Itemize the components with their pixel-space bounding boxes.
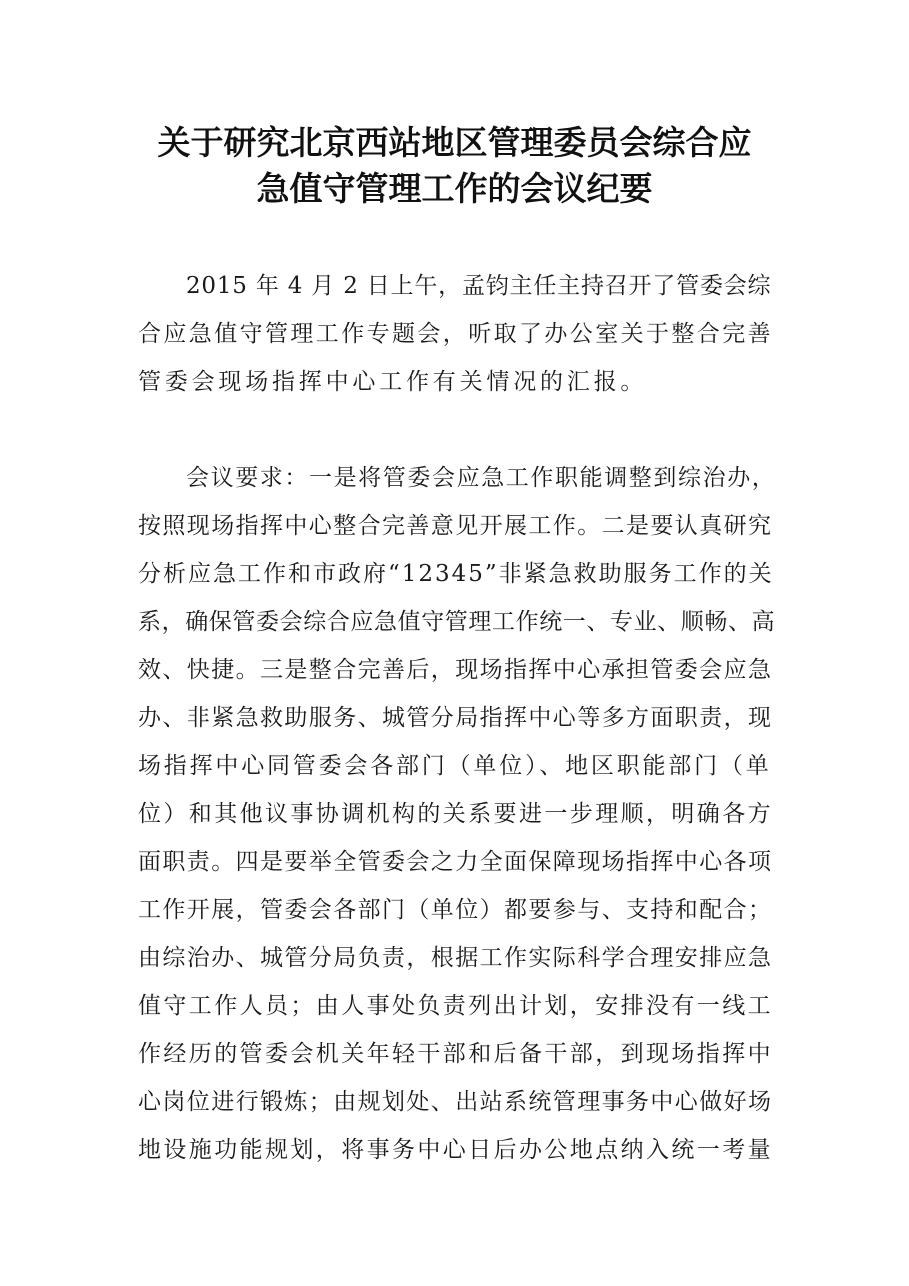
paragraph-2-line: 效、快捷。三是整合完善后，现场指挥中心承担管委会应急 — [138, 657, 773, 683]
paragraph-2-line: 系，确保管委会综合应急值守管理工作统一、专业、顺畅、高 — [138, 609, 776, 635]
paragraph-2-line: 心岗位进行锻炼；由规划处、出站系统管理事务中心做好场 — [138, 1089, 773, 1115]
paragraph-2-line: 地设施功能规划，将事务中心日后办公地点纳入统一考量 — [138, 1137, 773, 1163]
paragraph-2-line: 工作开展，管委会各部门（单位）都要参与、支持和配合； — [138, 897, 773, 923]
paragraph-1-line: 合应急值守管理工作专题会，听取了办公室关于整合完善 — [138, 321, 773, 347]
paragraph-2-line: 作经历的管委会机关年轻干部和后备干部，到现场指挥中 — [138, 1041, 773, 1067]
document-title-line-1: 关于研究北京西站地区管理委员会综合应 — [157, 123, 752, 162]
paragraph-2-line: 按照现场指挥中心整合完善意见开展工作。二是要认真研究 — [138, 513, 773, 539]
paragraph-2-line: 办、非紧急救助服务、城管分局指挥中心等多方面职责，现 — [138, 705, 773, 731]
paragraph-2-line: 面职责。四是要举全管委会之力全面保障现场指挥中心各项 — [138, 849, 773, 875]
paragraph-2-line: 场指挥中心同管委会各部门（单位）、地区职能部门（单 — [138, 753, 772, 779]
paragraph-2-line: 位）和其他议事协调机构的关系要进一步理顺，明确各方 — [138, 801, 773, 827]
paragraph-2-line: 由综治办、城管分局负责，根据工作实际科学合理安排应急 — [138, 945, 773, 971]
paragraph-1-line: 管委会现场指挥中心工作有关情况的汇报。 — [138, 369, 648, 395]
paragraph-2-line: 会议要求：一是将管委会应急工作职能调整到综治办， — [186, 465, 777, 491]
paragraph-2-line: 分析应急工作和市政府“12345”非紧急救助服务工作的关 — [138, 561, 774, 587]
paragraph-2-line: 值守工作人员；由人事处负责列出计划，安排没有一线工 — [138, 993, 773, 1019]
document-title-line-2: 急值守管理工作的会议纪要 — [256, 169, 653, 208]
paragraph-1-line: 2015 年 4 月 2 日上午，孟钧主任主持召开了管委会综 — [186, 273, 772, 299]
